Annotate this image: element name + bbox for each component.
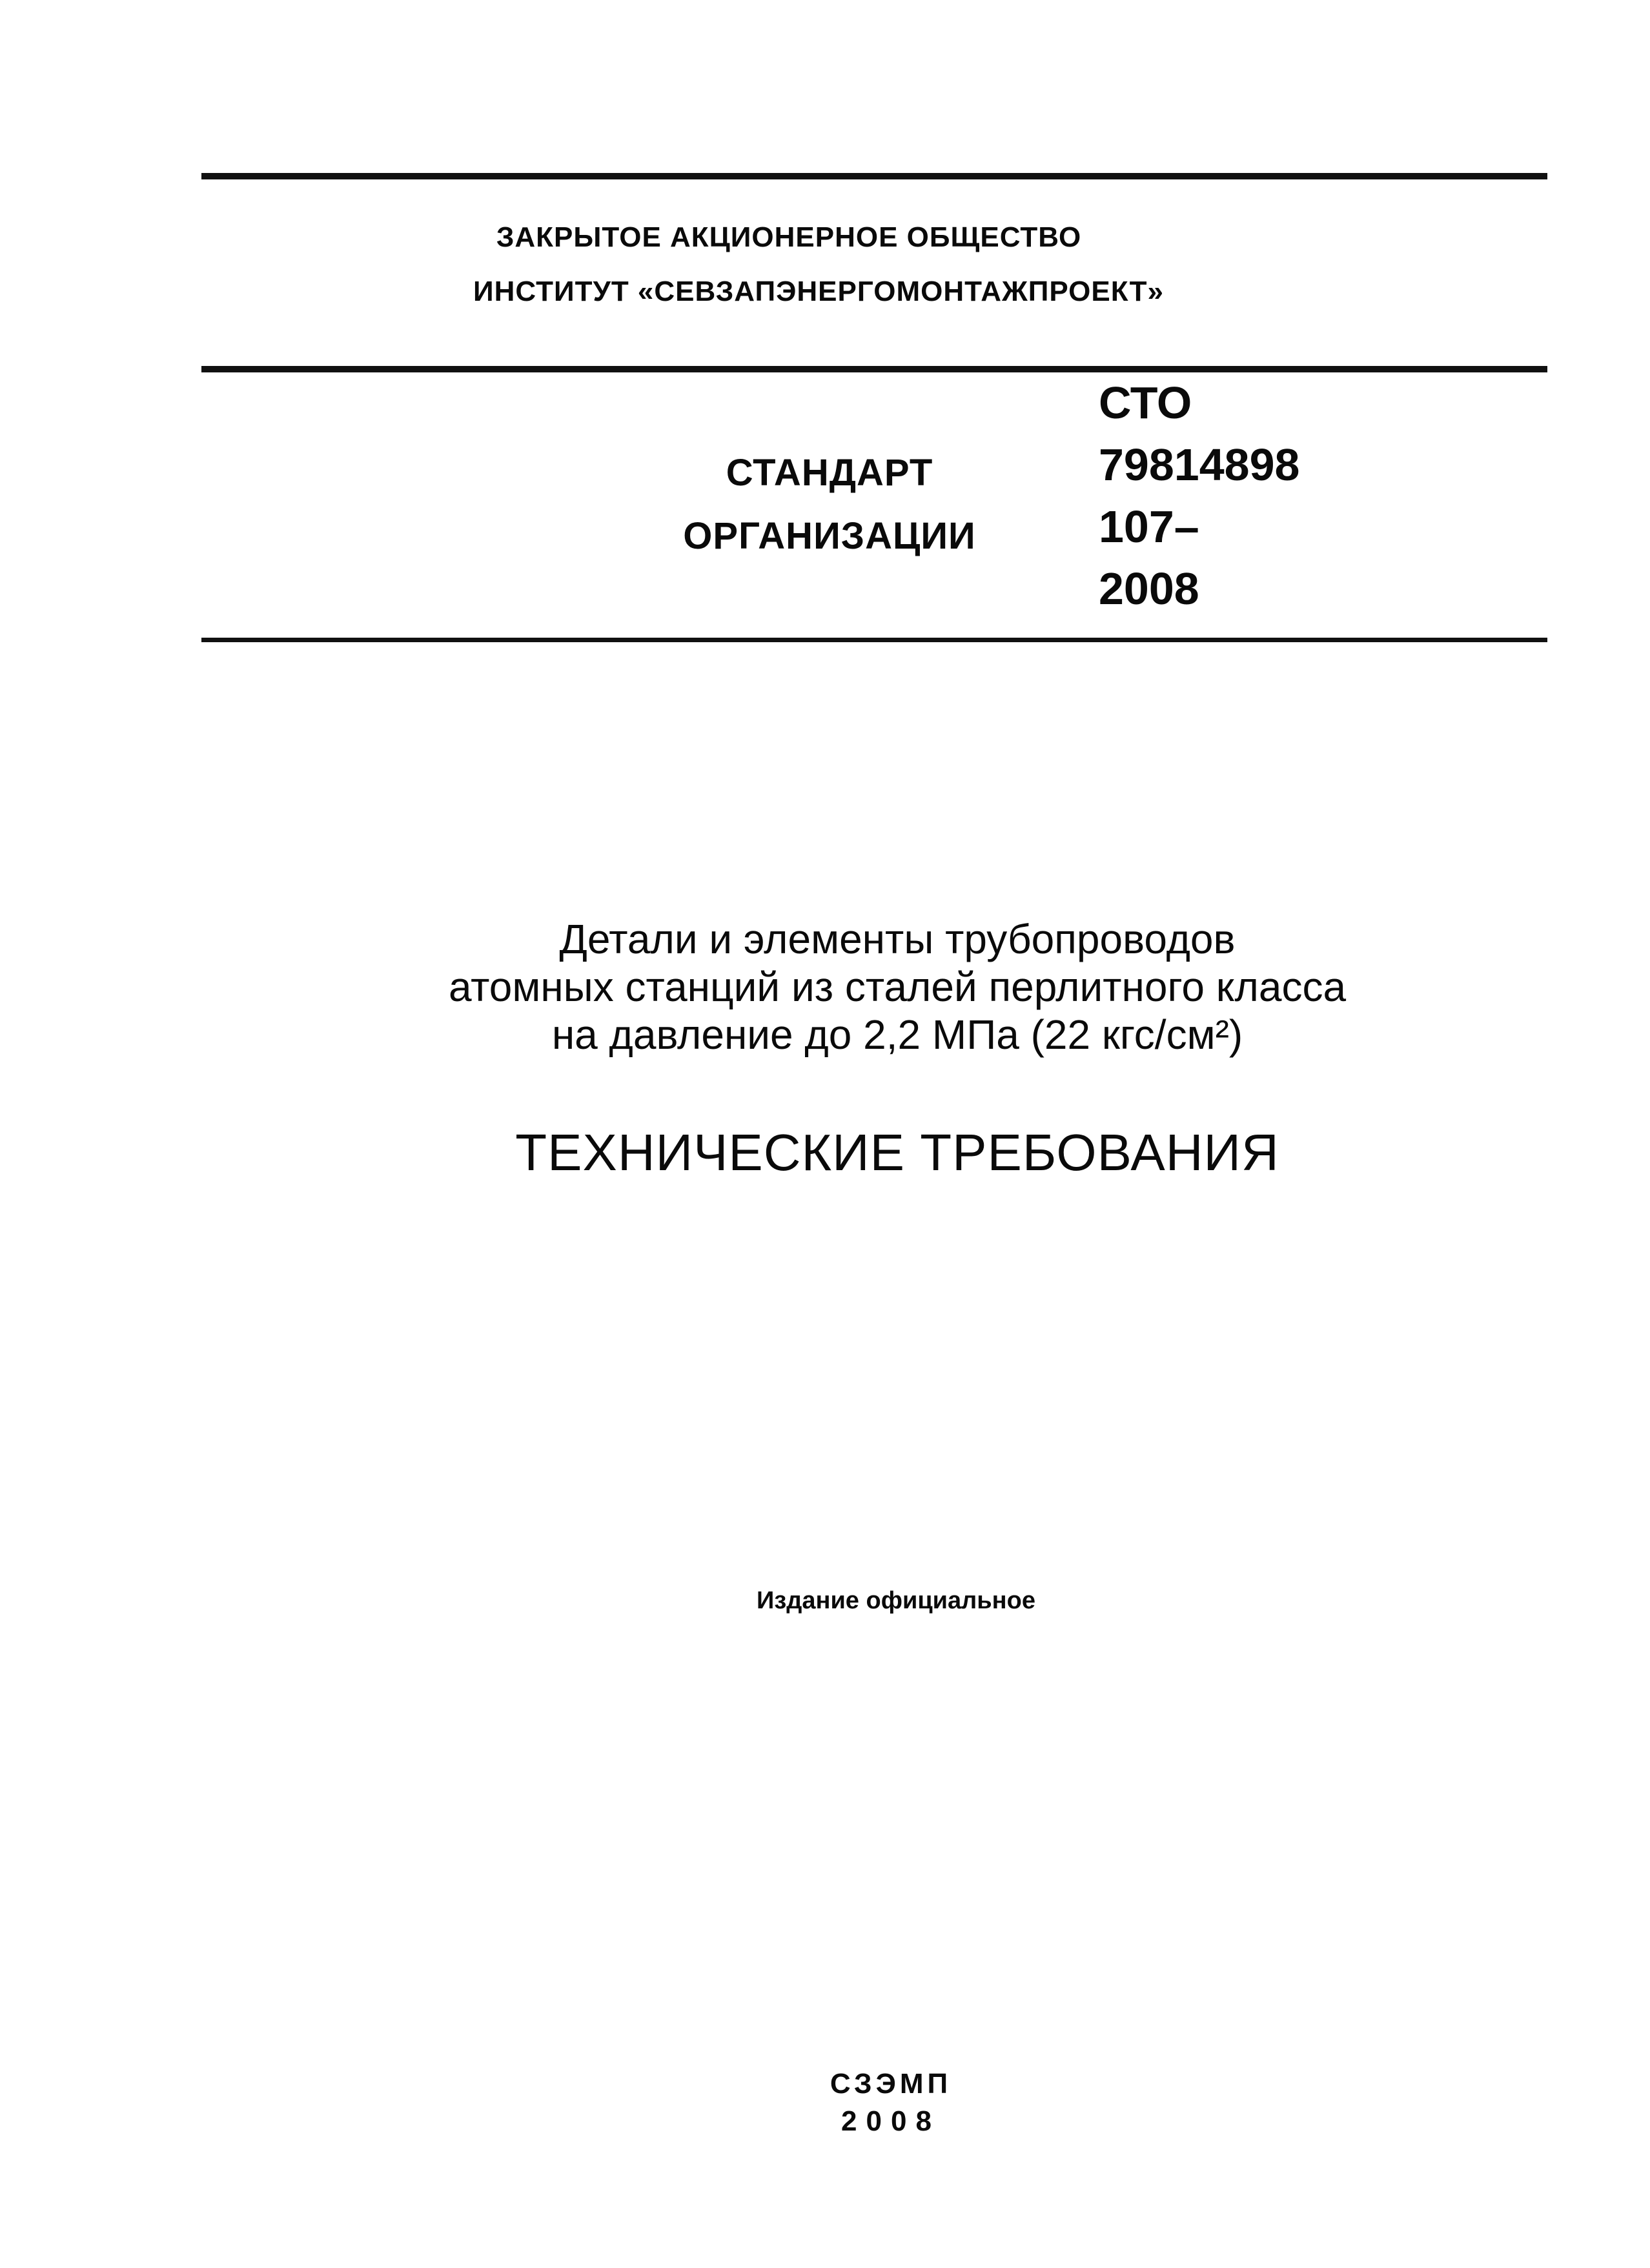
standard-code-line: 2008 xyxy=(1099,563,1199,614)
title-line: на давление до 2,2 МПа (22 кгс/см²) xyxy=(551,1011,1243,1058)
standard-label-line-1: СТАНДАРТ xyxy=(726,452,933,494)
publisher-name: СЗЭМП xyxy=(830,2068,952,2100)
document-title xyxy=(387,915,1407,1058)
title-line: Детали и элементы трубопроводов xyxy=(559,916,1236,962)
bottom-rule xyxy=(201,638,1547,642)
document-subtitle: ТЕХНИЧЕСКИЕ ТРЕБОВАНИЯ xyxy=(515,1124,1279,1181)
publisher-block xyxy=(710,2065,1072,2140)
standard-code xyxy=(1099,372,1486,620)
organization-type: ЗАКРЫТОЕ АКЦИОНЕРНОЕ ОБЩЕСТВО xyxy=(496,221,1082,253)
standard-code-line: 107– xyxy=(1099,501,1199,552)
standard-code-line: СТО xyxy=(1099,378,1192,428)
organization-name: ИНСТИТУТ «СЕВЗАПЭНЕРГОМОНТАЖПРОЕКТ» xyxy=(473,276,1165,307)
title-line: атомных станций из сталей перлитного класса xyxy=(448,964,1347,1010)
edition-note: Издание официальное xyxy=(757,1587,1035,1614)
standard-label-line-2: ОРГАНИЗАЦИИ xyxy=(683,515,976,557)
publication-year: 2008 xyxy=(841,2105,941,2137)
standard-code-line: 79814898 xyxy=(1099,440,1300,490)
top-rule xyxy=(201,173,1547,179)
